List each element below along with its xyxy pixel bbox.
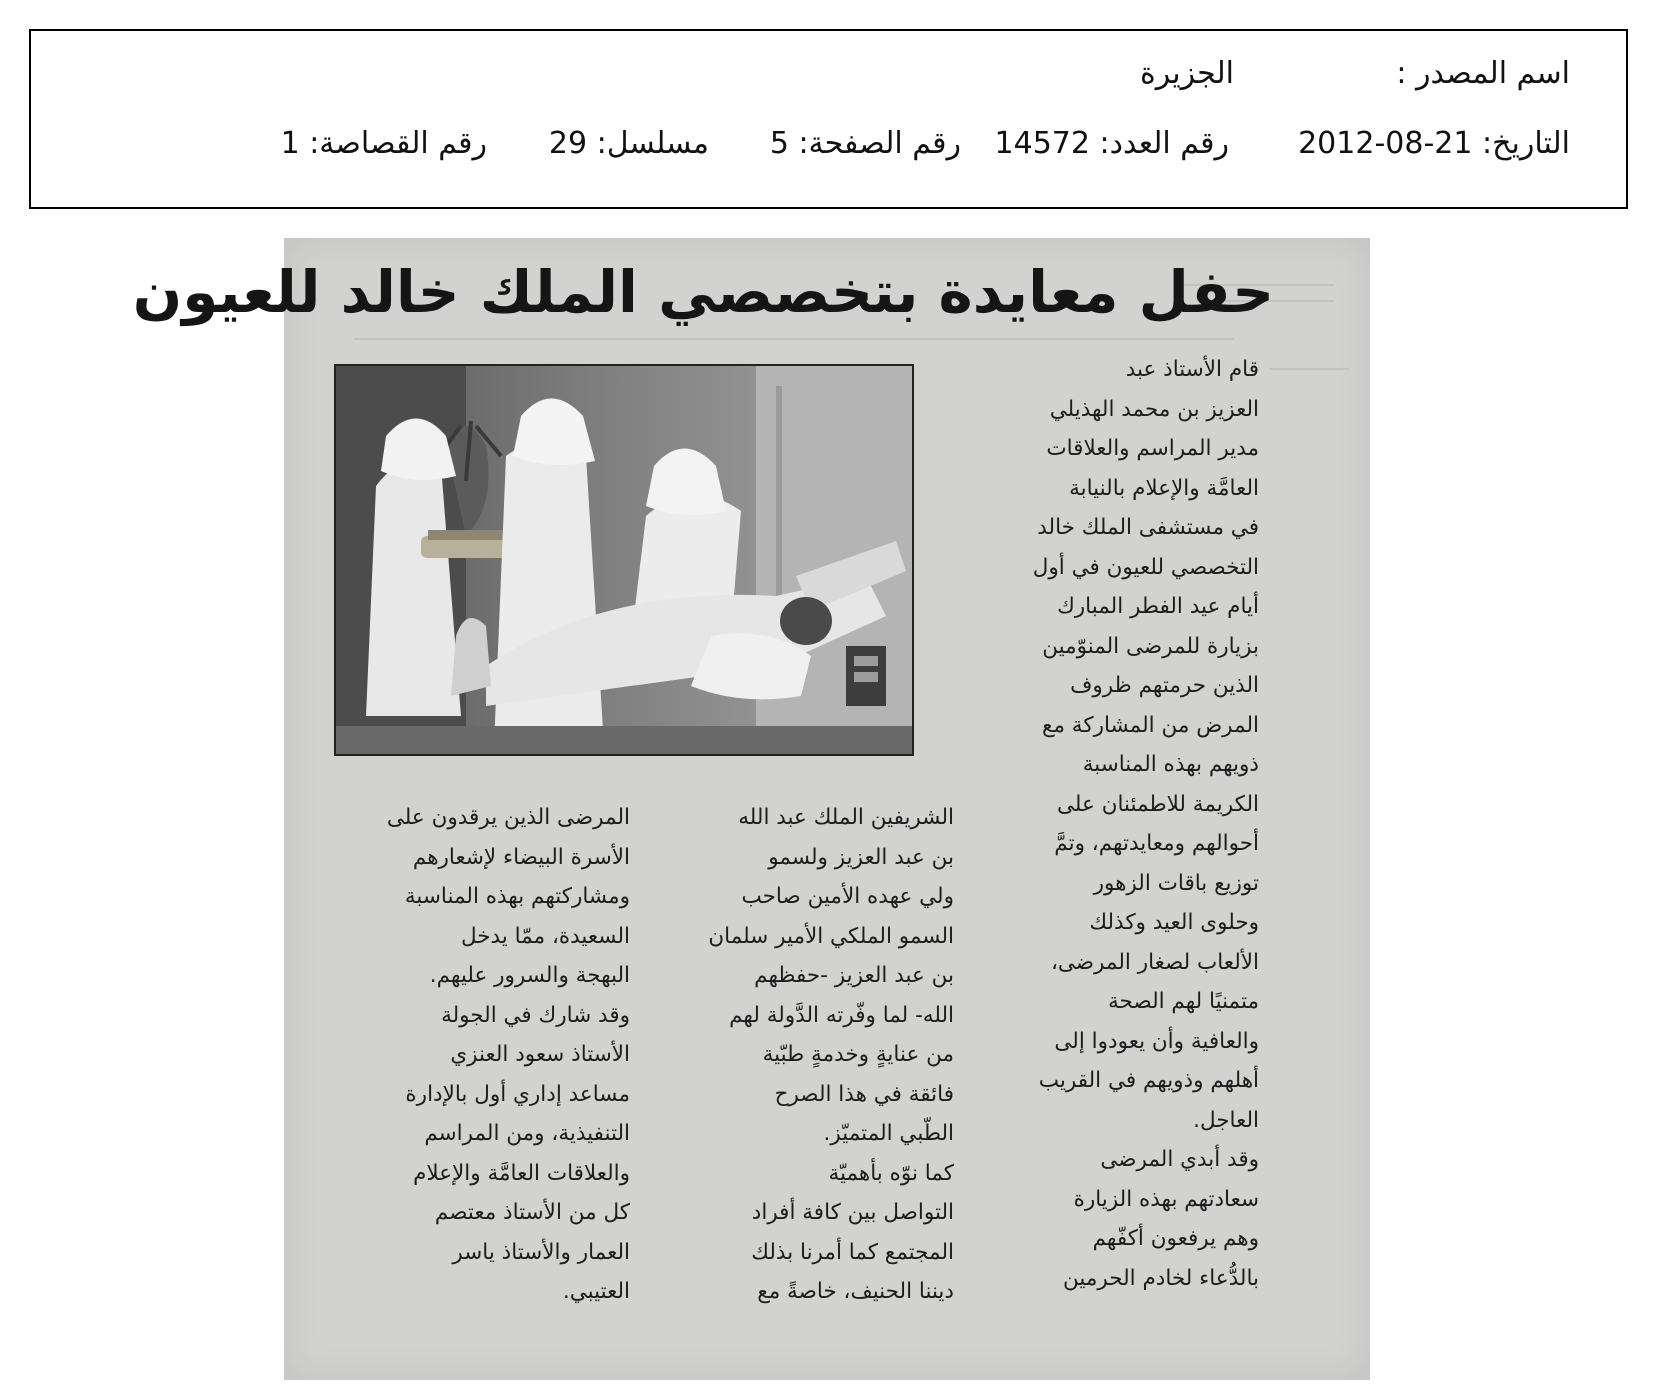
article-column-middle: الشريفين الملك عبد الله بن عبد العزيز ولسمو ولي عهده الأمين صاحب السمو الملكي الأمير سلمان بن عبد العزيز -حفظهم الله- لما وفّرته الدَّولة لهم من عنايةٍ وخدمةٍ طبّية فائقة في هذا الصرح الطّبي المتميّز. كما نوّه بأهميّة التواصل بين كافة أفراد المجتمع كما أمرنا بذلك ديننا الحنيف، خاصةً مع <box>708 805 954 1304</box>
serial-field: مسلسل: 29 <box>548 126 709 161</box>
date-field: التاريخ: 21-08-2012 <box>1298 126 1570 161</box>
source-value: الجزيرة <box>1139 56 1234 91</box>
hospital-visit-photo <box>336 366 912 754</box>
clipping-number-field: رقم القصاصة: 1 <box>280 126 487 161</box>
newspaper-clipping <box>132 238 1370 1380</box>
article-column-right: قام الأستاذ عبد العزيز بن محمد الهذيلي مدير المراسم والعلاقات العامَّة والإعلام بالنيابة في مستشفى الملك خالد التخصصي للعيون في أول أيام عيد الفطر المبارك بزيارة للمرضى المنوّمين الذين حرمتهم ظروف المرض من المشاركة مع ذويهم بهذه المناسبة الكريمة للاطمئنان على أحوالهم ومعايدتهم، وتمَّ توزيع باقات الزهور وحلوى العيد وكذلك الألعاب لصغار المرضى، متمنيًا لهم الصحة والعافية وأن يعودوا إلى أهلهم وذويهم في القريب العاجل. وقد أبدي المرضى سعادتهم بهذه الزيارة وهم يرفعون أكفّهم بالدُّعاء لخادم الحرمين <box>1032 357 1259 1291</box>
issue-number-field: رقم العدد: 14572 <box>994 126 1229 161</box>
page-number-field: رقم الصفحة: 5 <box>769 126 961 161</box>
clipping-info-box <box>29 29 1628 209</box>
article-headline: حفل معايدة بتخصصي الملك خالد للعيون <box>132 258 1274 326</box>
article-column-left: المرضى الذين يرقدون على الأسرة البيضاء لإشعارهم ومشاركتهم بهذه المناسبة السعيدة، ممّا يدخل البهجة والسرور عليهم. وقد شارك في الجولة الأستاذ سعود العنزي مساعد إداري أول بالإدارة التنفيذية، ومن المراسم والعلاقات العامَّة والإعلام كل من الأستاذ معتصم العمار والأستاذ ياسر العتيبي. <box>386 805 630 1304</box>
article-photo <box>334 364 914 756</box>
source-label: اسم المصدر : <box>1396 56 1570 91</box>
